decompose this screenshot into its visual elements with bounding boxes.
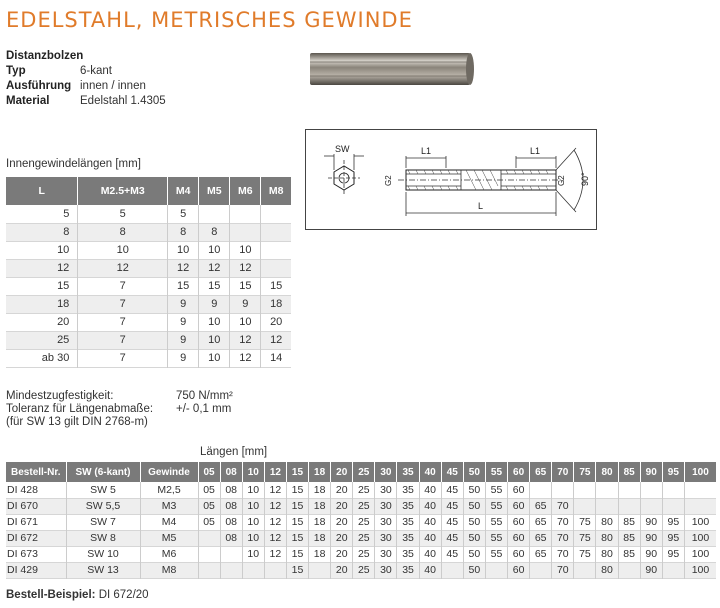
table-cell: 08	[220, 514, 242, 530]
table-cell: 15	[168, 277, 199, 295]
property-value: 6-kant	[80, 65, 112, 77]
property-value: innen / innen	[80, 80, 146, 92]
column-header: 85	[618, 462, 640, 482]
table-cell: 12	[264, 514, 286, 530]
table-cell: 15	[286, 482, 308, 498]
table-cell: 25	[6, 331, 78, 349]
inner-thread-caption: Innengewindelängen [mm]	[6, 158, 141, 170]
notes-block	[6, 390, 233, 429]
table-cell: 40	[419, 514, 441, 530]
table-cell: 30	[375, 562, 397, 578]
table-cell: 60	[508, 562, 530, 578]
table-cell: 8	[6, 223, 78, 241]
table-cell: 10	[242, 546, 264, 562]
table-cell: 50	[463, 498, 485, 514]
table-cell	[596, 482, 618, 498]
table-cell: 75	[574, 530, 596, 546]
table-cell: 12	[261, 331, 291, 349]
table-cell: DI 672	[6, 530, 66, 546]
column-header: 60	[508, 462, 530, 482]
table-cell	[261, 223, 291, 241]
table-cell: 20	[331, 530, 353, 546]
table-cell	[574, 498, 596, 514]
column-header: 45	[441, 462, 463, 482]
example-label: Bestell-Beispiel:	[6, 589, 96, 601]
table-cell: 08	[220, 482, 242, 498]
table-cell: 5	[78, 205, 168, 223]
table-cell: 18	[261, 295, 291, 313]
table-cell: 70	[552, 562, 574, 578]
table-cell	[684, 498, 716, 514]
table-cell: 25	[353, 482, 375, 498]
table-cell: 30	[375, 498, 397, 514]
column-header: 25	[353, 462, 375, 482]
table-cell: 12	[230, 331, 261, 349]
table-cell: 15	[286, 562, 308, 578]
note-key: Mindestzugfestigkeit:	[6, 390, 114, 402]
table-cell: 20	[57, 316, 70, 328]
table-cell	[552, 482, 574, 498]
table-cell: 80	[596, 530, 618, 546]
column-header: 70	[552, 462, 574, 482]
column-header: 08	[220, 462, 242, 482]
table-cell: 75	[574, 514, 596, 530]
table-cell: 45	[441, 498, 463, 514]
table-cell: 10	[230, 313, 261, 331]
angle-label: 90°	[580, 172, 590, 186]
column-header: M5	[199, 177, 230, 205]
table-cell: 10	[230, 241, 261, 259]
table-cell: 18	[309, 546, 331, 562]
table-cell: 100	[684, 562, 716, 578]
column-header: 18	[309, 462, 331, 482]
table-cell: 05	[198, 482, 220, 498]
table-cell: SW 7	[66, 514, 140, 530]
table-cell: SW 13	[66, 562, 140, 578]
table-cell: 55	[485, 482, 507, 498]
table-cell	[485, 562, 507, 578]
column-header: 75	[574, 462, 596, 482]
table-cell: M3	[140, 498, 198, 514]
table-cell: M2,5	[140, 482, 198, 498]
note-key: (für SW 13 gilt DIN 2768-m)	[6, 416, 148, 428]
note-row	[6, 416, 233, 429]
table-cell: 10	[242, 498, 264, 514]
table-cell: 60	[508, 498, 530, 514]
table-cell: 12	[78, 259, 168, 277]
table-cell: 55	[485, 498, 507, 514]
column-header: 80	[596, 462, 618, 482]
table-cell: 50	[463, 514, 485, 530]
table-cell: 65	[530, 530, 552, 546]
table-cell	[264, 562, 286, 578]
table-cell: ab 30	[41, 352, 70, 364]
table-cell: 90	[640, 530, 662, 546]
g2-right-label: G2	[557, 175, 566, 186]
table-cell: 20	[331, 482, 353, 498]
table-cell: 95	[662, 546, 684, 562]
table-cell: 9	[230, 295, 261, 313]
table-cell: 5	[168, 205, 199, 223]
column-header: M8	[261, 177, 291, 205]
table-cell: 05	[198, 514, 220, 530]
table-cell	[242, 562, 264, 578]
table-cell: 18	[6, 295, 78, 313]
table-cell: SW 5	[66, 482, 140, 498]
order-example	[6, 589, 149, 601]
table-cell: 18	[309, 530, 331, 546]
table-cell: 90	[640, 514, 662, 530]
table-cell: M5	[140, 530, 198, 546]
lengths-caption: Längen [mm]	[200, 446, 268, 458]
table-cell: 55	[485, 546, 507, 562]
table-cell: 85	[618, 530, 640, 546]
table-cell: SW 8	[66, 530, 140, 546]
table-cell	[230, 205, 261, 223]
property-key: Typ	[6, 65, 26, 77]
note-row	[6, 390, 233, 403]
table-cell: 18	[309, 514, 331, 530]
column-header: Bestell-Nr.	[6, 462, 66, 482]
table-cell: 35	[397, 530, 419, 546]
l-label: L	[478, 201, 484, 211]
table-cell: 10	[199, 313, 230, 331]
table-cell: 95	[662, 530, 684, 546]
table-cell: 40	[419, 546, 441, 562]
property-value: Edelstahl 1.4305	[80, 95, 166, 107]
table-cell	[198, 562, 220, 578]
table-cell: 15	[57, 280, 70, 292]
table-cell: 90	[640, 562, 662, 578]
table-cell: DI 671	[7, 516, 38, 528]
table-cell	[684, 482, 716, 498]
table-cell	[618, 498, 640, 514]
table-cell	[640, 482, 662, 498]
table-cell: 65	[530, 546, 552, 562]
page-title: EDELSTAHL, METRISCHES GEWINDE	[6, 8, 413, 32]
table-row	[6, 313, 291, 331]
table-cell	[662, 498, 684, 514]
table-cell: 12	[168, 259, 199, 277]
table-cell	[261, 241, 291, 259]
column-header: M4	[168, 177, 199, 205]
table-cell: 75	[574, 546, 596, 562]
table-row	[6, 259, 291, 277]
table-cell	[261, 259, 291, 277]
column-header: 10	[242, 462, 264, 482]
table-cell: 80	[596, 514, 618, 530]
table-cell: 08	[220, 498, 242, 514]
column-header: M2.5+M3	[78, 177, 168, 205]
table-cell	[596, 498, 618, 514]
column-header: M6	[230, 177, 261, 205]
column-header: 40	[419, 462, 441, 482]
table-cell: 50	[463, 530, 485, 546]
table-cell: 20	[331, 498, 353, 514]
table-row	[6, 277, 291, 295]
table-cell	[441, 562, 463, 578]
table-cell: 60	[508, 546, 530, 562]
table-cell: 10	[199, 241, 230, 259]
table-cell	[618, 482, 640, 498]
table-cell: 14	[261, 349, 291, 367]
table-cell	[662, 482, 684, 498]
table-cell: DI 428	[7, 483, 38, 496]
table-cell: 100	[684, 546, 716, 562]
table-cell: 10	[242, 514, 264, 530]
property-key: Ausführung	[6, 80, 72, 92]
table-cell: 9	[199, 295, 230, 313]
table-cell: 7	[78, 277, 168, 295]
table-row	[6, 482, 716, 498]
table-cell: 20	[331, 546, 353, 562]
table-cell: 9	[168, 313, 199, 331]
table-cell: 80	[596, 546, 618, 562]
technical-drawing	[305, 129, 597, 230]
table-cell: 18	[309, 482, 331, 498]
table-cell: 10	[242, 482, 264, 498]
table-cell: 8	[168, 223, 199, 241]
table-cell: 45	[441, 514, 463, 530]
property-key: Material	[6, 95, 50, 107]
note-value: 750 N/mm²	[176, 390, 233, 402]
column-header: L	[6, 177, 78, 205]
table-cell: 40	[419, 530, 441, 546]
property-row	[6, 49, 166, 64]
table-cell	[230, 223, 261, 241]
table-cell: 10	[199, 331, 230, 349]
example-value: DI 672/20	[98, 589, 149, 601]
table-cell: 10	[242, 530, 264, 546]
table-cell: 12	[6, 259, 78, 277]
table-cell: 100	[684, 530, 716, 546]
table-cell: 60	[508, 514, 530, 530]
table-cell: 55	[485, 514, 507, 530]
table-cell: 85	[618, 546, 640, 562]
table-cell: SW 10	[66, 546, 140, 562]
sw-label: SW	[335, 144, 350, 154]
table-cell: 40	[419, 498, 441, 514]
table-cell: 60	[508, 530, 530, 546]
table-cell: 25	[353, 514, 375, 530]
table-cell: 10	[168, 241, 199, 259]
table-cell: 20	[261, 313, 291, 331]
table-cell: 70	[552, 546, 574, 562]
table-cell: 9	[168, 349, 199, 367]
table-cell: 40	[419, 482, 441, 498]
table-row	[6, 349, 291, 367]
table-cell	[662, 562, 684, 578]
table-cell: 9	[168, 331, 199, 349]
table-cell	[220, 562, 242, 578]
table-cell: 8	[199, 223, 230, 241]
table-cell: 85	[618, 514, 640, 530]
table-cell: 80	[596, 562, 618, 578]
table-cell: 15	[286, 498, 308, 514]
table-cell: 70	[552, 530, 574, 546]
table-cell	[198, 546, 220, 562]
property-row	[6, 79, 166, 94]
table-cell: 60	[508, 482, 530, 498]
table-cell: 15	[261, 277, 291, 295]
table-cell: 45	[441, 546, 463, 562]
table-row	[6, 223, 291, 241]
table-cell: 30	[375, 530, 397, 546]
table-cell: 30	[375, 514, 397, 530]
property-row	[6, 94, 166, 109]
table-cell: 18	[309, 498, 331, 514]
table-cell: DI 670	[6, 498, 66, 514]
table-cell: DI 429	[6, 562, 66, 578]
table-row	[6, 241, 291, 259]
table-cell: 7	[78, 331, 168, 349]
table-cell: 7	[78, 295, 168, 313]
table-cell	[530, 482, 552, 498]
table-cell: 100	[684, 514, 716, 530]
property-key: Distanzbolzen	[6, 50, 84, 62]
note-value: +/- 0,1 mm	[176, 403, 232, 415]
l1-left-label: L1	[421, 146, 432, 156]
table-cell: 70	[552, 514, 574, 530]
table-cell: 25	[353, 562, 375, 578]
table-cell: DI 673	[7, 548, 38, 560]
table-cell	[574, 482, 596, 498]
column-header: 95	[662, 462, 684, 482]
table-cell: 35	[397, 546, 419, 562]
column-header: Gewinde	[140, 462, 198, 482]
table-cell: 08	[220, 530, 242, 546]
table-cell	[640, 498, 662, 514]
column-header: 20	[331, 462, 353, 482]
table-cell: 15	[230, 277, 261, 295]
table-cell	[261, 205, 291, 223]
column-header: 05	[198, 462, 220, 482]
column-header: 90	[640, 462, 662, 482]
table-header-row	[6, 177, 291, 205]
table-cell: 50	[463, 562, 485, 578]
table-cell: 15	[199, 277, 230, 295]
table-cell: 12	[264, 530, 286, 546]
table-cell: 20	[331, 562, 353, 578]
table-row	[6, 530, 716, 546]
table-cell	[618, 562, 640, 578]
table-cell: 25	[353, 498, 375, 514]
table-row	[6, 562, 716, 578]
column-header: 55	[485, 462, 507, 482]
table-cell: 35	[397, 482, 419, 498]
table-cell: 25	[353, 530, 375, 546]
table-cell: 12	[230, 259, 261, 277]
column-header: 35	[397, 462, 419, 482]
table-cell: 95	[662, 514, 684, 530]
table-cell: M8	[140, 562, 198, 578]
table-cell: 15	[286, 546, 308, 562]
table-cell: 35	[397, 562, 419, 578]
g2-left-label: G2	[384, 175, 393, 186]
table-cell: 10	[199, 349, 230, 367]
table-row	[6, 205, 291, 223]
column-header: 100	[684, 462, 716, 482]
table-cell: 12	[264, 498, 286, 514]
inner-thread-table	[6, 177, 291, 368]
table-cell: 12	[230, 349, 261, 367]
column-header: 50	[463, 462, 485, 482]
table-cell: 10	[57, 244, 70, 256]
table-cell: 35	[397, 498, 419, 514]
table-cell: 20	[331, 514, 353, 530]
table-cell: 45	[441, 530, 463, 546]
table-cell: 30	[375, 546, 397, 562]
table-cell: 15	[286, 530, 308, 546]
table-cell: 15	[286, 514, 308, 530]
table-cell: 50	[463, 546, 485, 562]
column-header: 30	[375, 462, 397, 482]
column-header: 15	[286, 462, 308, 482]
table-cell	[199, 205, 230, 223]
table-cell	[309, 562, 331, 578]
table-cell: 9	[168, 295, 199, 313]
table-cell: 90	[640, 546, 662, 562]
table-cell: 35	[397, 514, 419, 530]
table-cell	[220, 546, 242, 562]
table-cell	[530, 562, 552, 578]
table-cell: 7	[78, 313, 168, 331]
table-cell: M6	[140, 546, 198, 562]
table-cell: SW 5,5	[66, 498, 140, 514]
column-header: 65	[530, 462, 552, 482]
table-cell: 50	[463, 482, 485, 498]
table-row	[6, 546, 716, 562]
table-row	[6, 331, 291, 349]
order-table	[6, 462, 716, 579]
table-cell: 7	[78, 349, 168, 367]
table-row	[6, 295, 291, 313]
table-cell: 12	[264, 546, 286, 562]
table-row	[6, 498, 716, 514]
table-cell: 30	[375, 482, 397, 498]
table-cell: 5	[63, 207, 70, 220]
table-cell	[198, 530, 220, 546]
property-row	[6, 64, 166, 79]
l1-right-label: L1	[530, 146, 541, 156]
table-header-row	[6, 462, 716, 482]
table-cell: 05	[198, 498, 220, 514]
product-image	[306, 47, 476, 91]
column-header: 12	[264, 462, 286, 482]
column-header: SW (6-kant)	[66, 462, 140, 482]
table-cell: 55	[485, 530, 507, 546]
note-key: Toleranz für Längenabmaße:	[6, 403, 154, 415]
table-cell: 65	[530, 514, 552, 530]
table-cell: M4	[140, 514, 198, 530]
table-cell: 12	[199, 259, 230, 277]
table-row	[6, 514, 716, 530]
table-cell: 70	[552, 498, 574, 514]
table-cell: 65	[530, 498, 552, 514]
properties-list	[6, 49, 166, 109]
table-cell: 45	[441, 482, 463, 498]
table-cell	[574, 562, 596, 578]
table-cell: 8	[78, 223, 168, 241]
table-cell: 25	[353, 546, 375, 562]
table-cell: 12	[264, 482, 286, 498]
table-cell: 40	[419, 562, 441, 578]
table-cell: 10	[78, 241, 168, 259]
note-row	[6, 403, 233, 416]
